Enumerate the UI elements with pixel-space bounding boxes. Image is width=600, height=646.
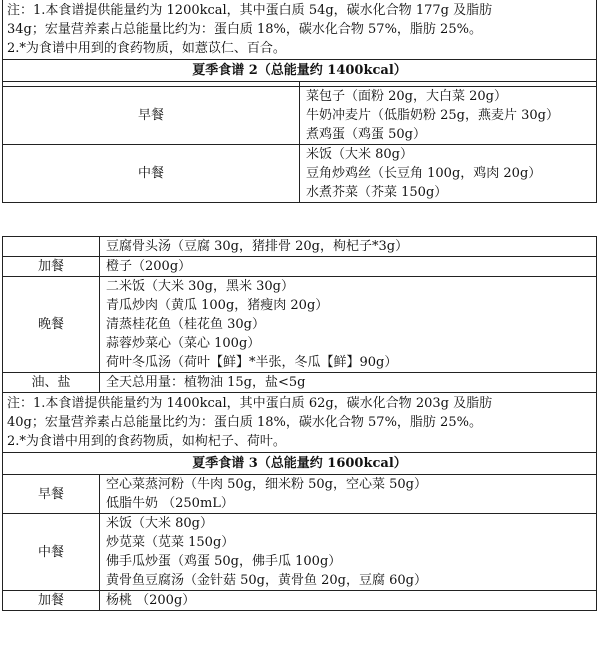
meal-items bbox=[100, 277, 597, 373]
food-item: 黄骨鱼豆腐汤（金针菇 50g，黄骨鱼 20g，豆腐 60g） bbox=[106, 573, 427, 588]
meal-label: 早餐 bbox=[3, 87, 300, 145]
table-row bbox=[3, 373, 597, 393]
food-item: 煮鸡蛋（鸡蛋 50g） bbox=[306, 127, 426, 142]
food-item: 豆腐骨头汤（豆腐 30g，猪排骨 20g，枸杞子*3g） bbox=[106, 239, 409, 254]
meal-label: 晚餐 bbox=[3, 277, 100, 373]
table-row bbox=[3, 591, 597, 611]
note-line: 注：1.本食谱提供能量约为 1200kcal，其中蛋白质 54g，碳水化合物 177g 及脂肪 bbox=[7, 3, 493, 18]
food-item: 佛手瓜炒蛋（鸡蛋 50g，佛手瓜 100g） bbox=[106, 554, 342, 569]
recipe-title: 夏季食谱 2（总能量约 1400kcal） bbox=[3, 60, 597, 82]
note-cell bbox=[3, 393, 597, 453]
meal-items bbox=[100, 257, 597, 277]
food-item: 青瓜炒肉（黄瓜 100g，猪瘦肉 20g） bbox=[106, 298, 329, 313]
meal-items bbox=[100, 237, 597, 257]
recipe-table-top bbox=[2, 0, 597, 203]
note-line: 2.*为食谱中用到的食药物质，如薏苡仁、百合。 bbox=[7, 41, 286, 56]
food-item: 炒苋菜（苋菜 150g） bbox=[106, 535, 235, 550]
food-item: 荷叶冬瓜汤（荷叶【鲜】*半张，冬瓜【鲜】90g） bbox=[106, 355, 398, 370]
food-item: 橙子（200g） bbox=[106, 259, 192, 274]
note-line: 34g；宏量营养素占总能量比约为：蛋白质 18%，碳水化合物 57%，脂肪 25%。 bbox=[7, 22, 482, 37]
meal-items bbox=[100, 373, 597, 393]
food-item: 空心菜蒸河粉（牛肉 50g，细米粉 50g，空心菜 50g） bbox=[106, 477, 427, 492]
food-item: 豆角炒鸡丝（长豆角 100g，鸡肉 20g） bbox=[306, 166, 542, 181]
food-item: 杨桃 （200g） bbox=[106, 593, 196, 608]
recipe-section-bottom bbox=[2, 236, 597, 611]
food-item: 米饭（大米 80g） bbox=[306, 147, 413, 162]
meal-items bbox=[100, 591, 597, 611]
food-item: 米饭（大米 80g） bbox=[106, 516, 213, 531]
note-line: 2.*为食谱中用到的食药物质，如枸杞子、荷叶。 bbox=[7, 434, 286, 449]
title-row bbox=[3, 453, 597, 475]
meal-label: 油、盐 bbox=[3, 373, 100, 393]
page-break-gap bbox=[0, 222, 600, 234]
recipe-section-top bbox=[2, 0, 597, 203]
meal-items bbox=[300, 87, 597, 145]
table-row bbox=[3, 475, 597, 514]
table-row bbox=[3, 237, 597, 257]
meal-items bbox=[100, 514, 597, 591]
recipe-table-bottom bbox=[2, 236, 597, 611]
table-row bbox=[3, 257, 597, 277]
meal-label: 加餐 bbox=[3, 257, 100, 277]
food-item: 全天总用量：植物油 15g，盐<5g bbox=[106, 375, 306, 390]
food-item: 清蒸桂花鱼（桂花鱼 30g） bbox=[106, 317, 265, 332]
title-row bbox=[3, 60, 597, 82]
table-row bbox=[3, 277, 597, 373]
meal-label bbox=[3, 237, 100, 257]
meal-items bbox=[300, 145, 597, 203]
table-row bbox=[3, 87, 597, 145]
meal-label: 早餐 bbox=[3, 475, 100, 514]
table-row bbox=[3, 145, 597, 203]
food-item: 菜包子（面粉 20g，大白菜 20g） bbox=[306, 89, 507, 104]
food-item: 低脂牛奶 （250mL） bbox=[106, 496, 234, 511]
food-item: 蒜蓉炒菜心（菜心 100g） bbox=[106, 336, 261, 351]
meal-label: 中餐 bbox=[3, 514, 100, 591]
food-item: 二米饭（大米 30g，黑米 30g） bbox=[106, 279, 294, 294]
food-item: 牛奶冲麦片（低脂奶粉 25g，燕麦片 30g） bbox=[306, 108, 559, 123]
meal-label: 中餐 bbox=[3, 145, 300, 203]
note-row bbox=[3, 0, 597, 60]
recipe-title: 夏季食谱 3（总能量约 1600kcal） bbox=[3, 453, 597, 475]
meal-items bbox=[100, 475, 597, 514]
note-line: 注：1.本食谱提供能量约为 1400kcal，其中蛋白质 62g，碳水化合物 203g 及脂肪 bbox=[7, 396, 493, 411]
note-cell bbox=[3, 0, 597, 60]
food-item: 水煮芥菜（芥菜 150g） bbox=[306, 185, 448, 200]
note-row bbox=[3, 393, 597, 453]
note-line: 40g；宏量营养素占总能量比约为：蛋白质 18%，碳水化合物 57%，脂肪 25%。 bbox=[7, 415, 482, 430]
meal-label: 加餐 bbox=[3, 591, 100, 611]
table-row bbox=[3, 514, 597, 591]
